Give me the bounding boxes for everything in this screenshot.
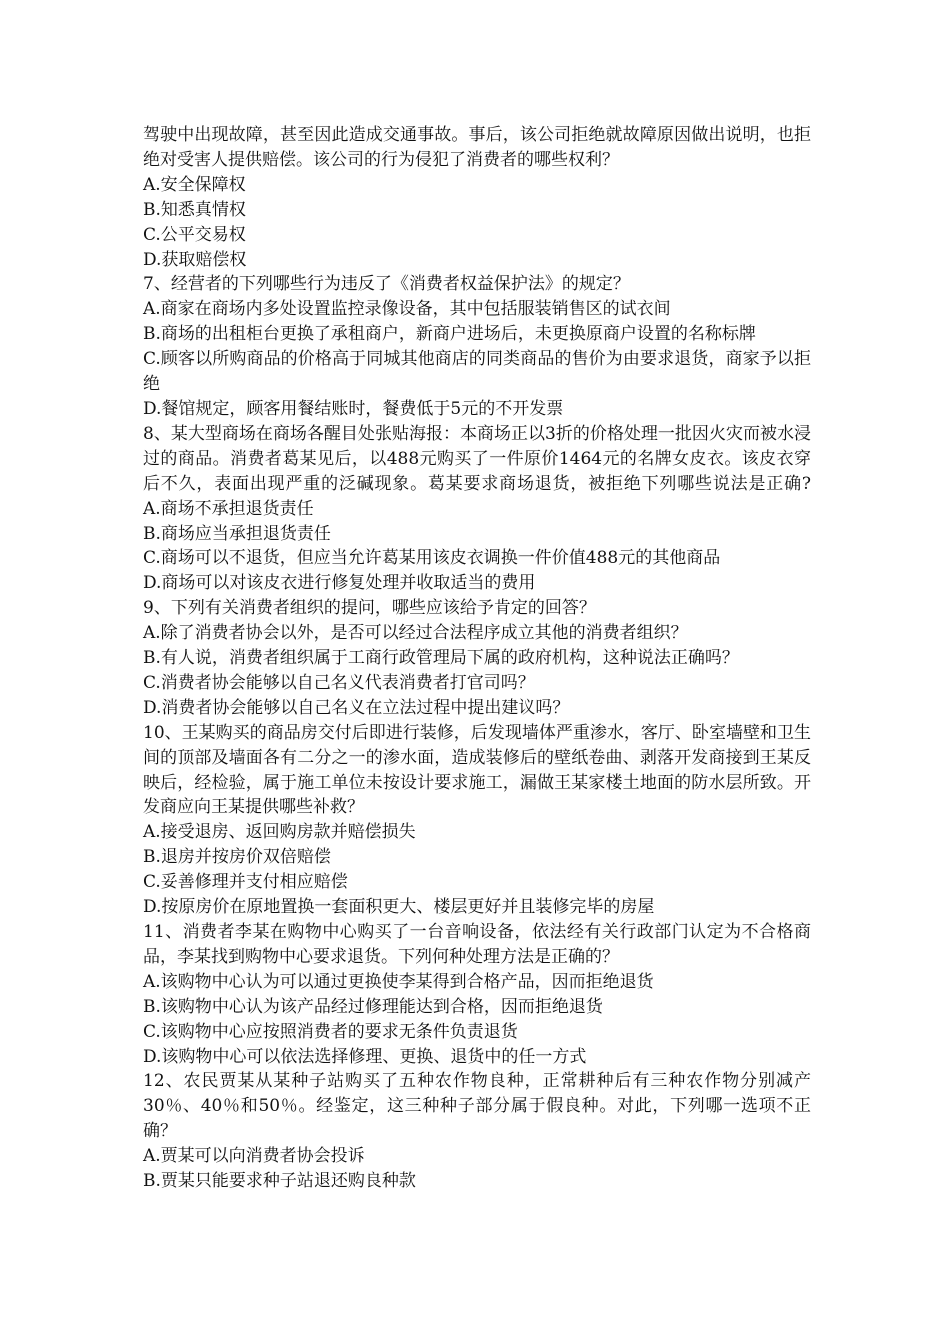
- question-8-option-c: C.商场可以不退货，但应当允许葛某用该皮衣调换一件价值488元的其他商品: [143, 548, 721, 569]
- question-8-option-b: B.商场应当承担退货责任: [143, 523, 331, 544]
- question-10-option-a: A.接受退房、返回购房款并赔偿损失: [143, 822, 416, 843]
- question-7-option-b: B.商场的出租柜台更换了承租商户，新商户进场后，未更换原商户设置的名称标牌: [143, 324, 756, 345]
- question-12-stem: 12、农民贾某从某种子站购买了五种农作物良种，正常耕种后有三种农作物分别减产30％、40％和50％。经鉴定，这三种种子部分属于假良种。对此，下列哪一选项不正确？: [143, 1071, 811, 1142]
- question-11-option-a: A.该购物中心认为可以通过更换使李某得到合格产品，因而拒绝退货: [143, 971, 654, 992]
- document-body: [143, 123, 845, 1194]
- question-11-stem: 11、消费者李某在购物中心购买了一台音响设备，依法经有关行政部门认定为不合格商品，李某找到购物中心要求退货。下列何种处理方法是正确的？: [143, 922, 811, 967]
- question-10-option-d: D.按原房价在原地置换一套面积更大、楼层更好并且装修完毕的房屋: [143, 897, 655, 918]
- question-7-option-d: D.餐馆规定，顾客用餐结账时，餐费低于5元的不开发票: [143, 398, 564, 419]
- question-10-option-c: C.妥善修理并支付相应赔偿: [143, 872, 348, 893]
- question-11-option-b: B.该购物中心认为该产品经过修理能达到合格，因而拒绝退货: [143, 996, 603, 1017]
- question-11-option-d: D.该购物中心可以依法选择修理、更换、退货中的任一方式: [143, 1046, 587, 1067]
- question-12-option-a: A.贾某可以向消费者协会投诉: [143, 1146, 365, 1167]
- question-9-option-a: A.除了消费者协会以外，是否可以经过合法程序成立其他的消费者组织？: [143, 623, 688, 644]
- question-10-option-b: B.退房并按房价双倍赔偿: [143, 847, 331, 868]
- question-12-option-b: B.贾某只能要求种子站退还购良种款: [143, 1171, 416, 1192]
- question-6-option-a: A.安全保障权: [143, 174, 246, 195]
- question-8-option-d: D.商场可以对该皮衣进行修复处理并收取适当的费用: [143, 573, 536, 594]
- question-9-option-b: B.有人说，消费者组织属于工商行政管理局下属的政府机构，这种说法正确吗？: [143, 648, 739, 669]
- question-9-option-d: D.消费者协会能够以自己名义在立法过程中提出建议吗？: [143, 697, 570, 718]
- question-6-option-d: D.获取赔偿权: [143, 249, 247, 270]
- question-7-stem: 7、经营者的下列哪些行为违反了《消费者权益保护法》的规定？: [143, 274, 630, 295]
- question-6-stem-continued: 驾驶中出现故障，甚至因此造成交通事故。事后，该公司拒绝就故障原因做出说明，也拒绝对受害人提供赔偿。该公司的行为侵犯了消费者的哪些权利？: [143, 125, 811, 170]
- question-9-option-c: C.消费者协会能够以自己名义代表消费者打官司吗？: [143, 672, 535, 693]
- question-6-option-c: C.公平交易权: [143, 224, 246, 245]
- question-9-stem: 9、下列有关消费者组织的提问，哪些应该给予肯定的回答？: [143, 598, 596, 619]
- question-7-option-c: C.顾客以所购商品的价格高于同城其他商店的同类商品的售价为由要求退货，商家予以拒绝: [143, 349, 811, 395]
- question-7-option-a: A.商家在商场内多处设置监控录像设备，其中包括服装销售区的试衣间: [143, 299, 671, 320]
- question-6-option-b: B.知悉真情权: [143, 199, 246, 220]
- question-11-option-c: C.该购物中心应按照消费者的要求无条件负责退货: [143, 1021, 518, 1042]
- question-10-stem: 10、王某购买的商品房交付后即进行装修，后发现墙体严重渗水，客厅、卧室墙壁和卫生间的顶部及墙面各有二分之一的渗水面，造成装修后的壁纸卷曲、剥落开发商接到王某反映后，经检验，属于施工单位未按设计要求施工，漏做王某家楼土地面的防水层所致。开发商应向王某提供哪些补救？: [143, 722, 811, 818]
- question-8-stem: 8、某大型商场在商场各醒目处张贴海报：本商场正以3折的价格处理一批因火灾而被水浸过的商品。消费者葛某见后，以488元购买了一件原价1464元的名牌女皮衣。该皮衣穿后不久，表面出现严重的泛碱现象。葛某要求商场退货，被拒绝下列哪些说法是正确? A.商场不承担退货责任: [143, 423, 845, 519]
